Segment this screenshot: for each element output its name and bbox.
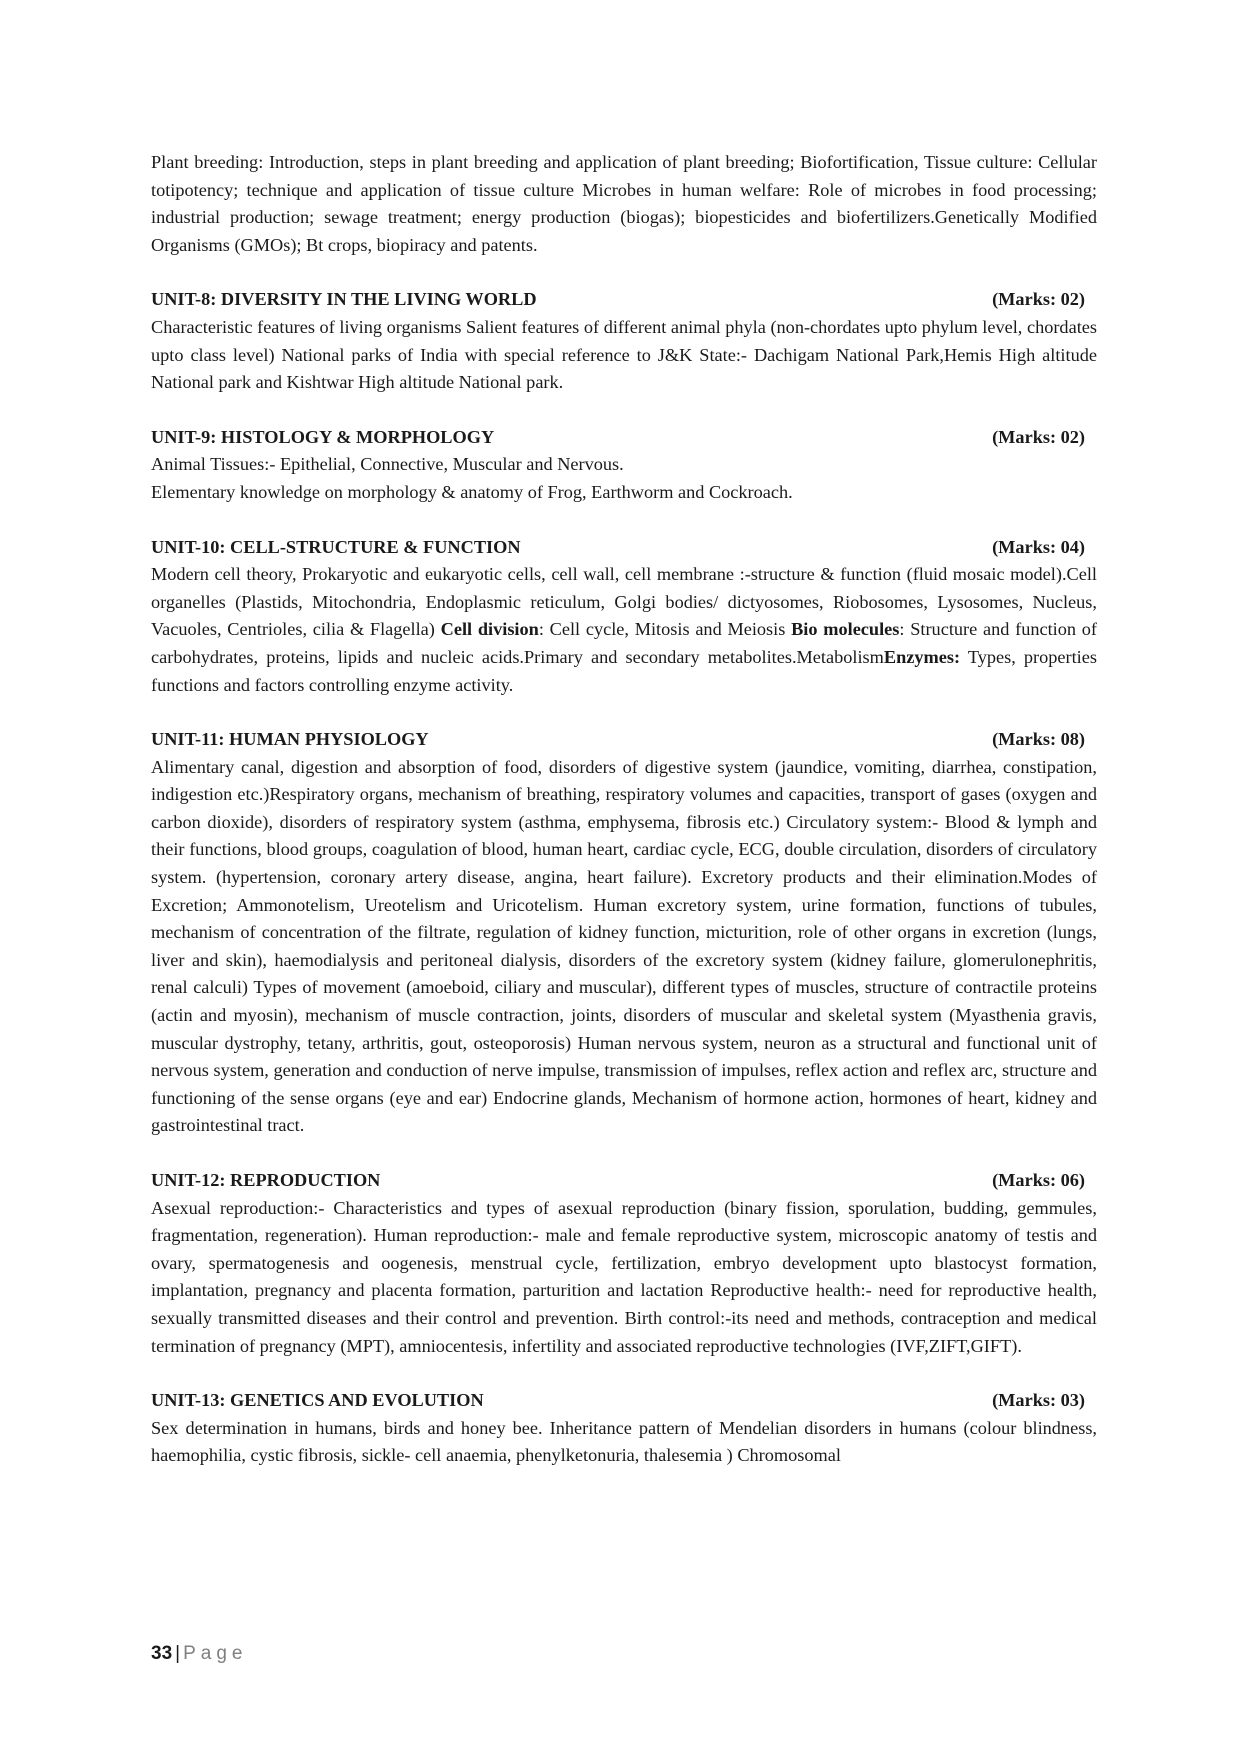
unit-13-heading: [151, 1387, 1097, 1415]
unit-10-text-2: : Cell cycle, Mitosis and Meiosis: [538, 619, 792, 640]
unit-10-marks: (Marks: 04): [992, 536, 1085, 557]
unit-10-text-3: : Structure and function of carbohydrates, proteins, lipids and nucleic acids.Primary and secondary metabolites.Metabolism: [151, 619, 1097, 667]
page-footer: [151, 1643, 247, 1665]
intro-paragraph: Plant breeding: Introduction, steps in plant breeding and application of plant breeding; Biofortification, Tissue culture: Cellular totipotency; technique and application of tissue culture Microbes in human welfare: Role of microbes in food processing; industrial production; sewage treatment; energy production (biogas); biopesticides and biofertilizers.Genetically Modified Organisms (GMOs); Bt crops, biopiracy and patents.: [151, 152, 1097, 255]
unit-11-marks: (Marks: 08): [992, 729, 1085, 750]
unit-8-title: UNIT-8: DIVERSITY IN THE LIVING WORLD: [151, 289, 537, 310]
unit-9-title: UNIT-9: HISTOLOGY & MORPHOLOGY: [151, 426, 495, 447]
unit-13-body: Sex determination in humans, birds and honey bee. Inheritance pattern of Mendelian disorders in humans (colour blindness, haemophilia, cystic fibrosis, sickle- cell anaemia, phenylketonuria, thalesemia ) Chromosomal: [151, 1417, 1097, 1466]
cell-division-term: Cell division: [440, 619, 539, 640]
unit-9-body: [151, 451, 1097, 506]
bio-molecules-term: Bio molecules: [791, 619, 900, 640]
unit-9-section: [151, 424, 1097, 507]
unit-10-title: UNIT-10: CELL-STRUCTURE & FUNCTION: [151, 536, 521, 557]
unit-13-section: [151, 1387, 1097, 1470]
page-content: [151, 149, 1097, 1470]
unit-10-heading: [151, 534, 1097, 562]
unit-11-heading: [151, 726, 1097, 754]
unit-11-section: [151, 726, 1097, 1140]
unit-8-marks: (Marks: 02): [992, 289, 1085, 310]
unit-11-body: Alimentary canal, digestion and absorption of food, disorders of digestive system (jaundice, vomiting, diarrhea, constipation, indigestion etc.)Respiratory organs, mechanism of breathing, respiratory volumes and capacities, transport of gases (oxygen and carbon dioxide), disorders of respiratory system (asthma, emphysema, fibrosis etc.) Circulatory system:- Blood & lymph and their functions, blood groups, coagulation of blood, human heart, cardiac cycle, ECG, double circulation, disorders of circulatory system. (hypertension, coronary artery disease, angina, heart failure). Excretory products and their elimination.Modes of Excretion; Ammonotelism, Ureotelism and Uricotelism. Human excretory system, urine formation, functions of tubules, mechanism of concentration of the filtrate, regulation of kidney function, micturition, role of other organs in excretion (lungs, liver and skin), haemodialysis and peritoneal dialysis, disorders of the excretory system (kidney failure, glomerulonephritis, renal calculi) Types of movement (amoeboid, ciliary and muscular), different types of muscles, structure of contractile proteins (actin and myosin), mechanism of muscle contraction, joints, disorders of muscular and skeletal system (Myasthenia gravis, muscular dystrophy, tetany, arthritis, gout, osteoporosis) Human nervous system, neuron as a structural and functional unit of nervous system, generation and conduction of nerve impulse, transmission of impulses, reflex action and reflex arc, structure and functioning of the sense organs (eye and ear) Endocrine glands, Mechanism of hormone action, hormones of heart, kidney and gastrointestinal tract.: [151, 756, 1097, 1136]
unit-12-body: Asexual reproduction:- Characteristics and types of asexual reproduction (binary fission, sporulation, budding, gemmules, fragmentation, regeneration). Human reproduction:- male and female reproductive system, microscopic anatomy of testis and ovary, spermatogenesis and oogenesis, menstrual cycle, fertilization, embryo development upto blastocyst formation, implantation, pregnancy and placenta formation, parturition and lactation Reproductive health:- need for reproductive health, sexually transmitted diseases and their control and prevention. Birth control:-its need and methods, contraception and medical termination of pregnancy (MPT), amniocentesis, infertility and associated reproductive technologies (IVF,ZIFT,GIFT).: [151, 1197, 1097, 1356]
unit-9-line-2: Elementary knowledge on morphology & anatomy of Frog, Earthworm and Cockroach.: [151, 481, 793, 502]
footer-separator: |: [175, 1643, 181, 1664]
unit-8-heading: [151, 286, 1097, 314]
unit-10-text-4: Types, properties functions and factors controlling enzyme activity.: [151, 646, 1097, 695]
unit-10-body: [151, 561, 1097, 699]
unit-10-section: [151, 534, 1097, 700]
unit-12-section: [151, 1167, 1097, 1360]
page-label: Page: [183, 1643, 248, 1664]
unit-9-heading: [151, 424, 1097, 452]
unit-8-body: Characteristic features of living organisms Salient features of different animal phyla (non-chordates upto phylum level, chordates upto class level) National parks of India with special reference to J&K State:- Dachigam National Park,Hemis High altitude National park and Kishtwar High altitude National park.: [151, 316, 1097, 393]
unit-13-title: UNIT-13: GENETICS AND EVOLUTION: [151, 1390, 484, 1411]
unit-12-marks: (Marks: 06): [992, 1170, 1085, 1190]
unit-12-title: UNIT-12: REPRODUCTION: [151, 1170, 381, 1190]
unit-9-marks: (Marks: 02): [992, 426, 1085, 447]
page-number: 33: [151, 1643, 173, 1664]
unit-11-title: UNIT-11: HUMAN PHYSIOLOGY: [151, 729, 429, 750]
enzymes-term: Enzymes:: [883, 646, 961, 667]
unit-9-line-1: Animal Tissues:- Epithelial, Connective, Muscular and Nervous.: [151, 454, 624, 475]
unit-12-heading: [151, 1167, 1097, 1195]
unit-13-marks: (Marks: 03): [992, 1390, 1085, 1411]
unit-8-section: [151, 286, 1097, 396]
unit-10-text-1: Modern cell theory, Prokaryotic and eukaryotic cells, cell wall, cell membrane :-structure & function (fluid mosaic model).Cell organelles (Plastids, Mitochondria, Endoplasmic reticulum, Golgi bodies/ dictyosomes, Riobosomes, Lysosomes, Nucleus, Vacuoles, Centrioles, cilia & Flagella): [151, 564, 1097, 640]
